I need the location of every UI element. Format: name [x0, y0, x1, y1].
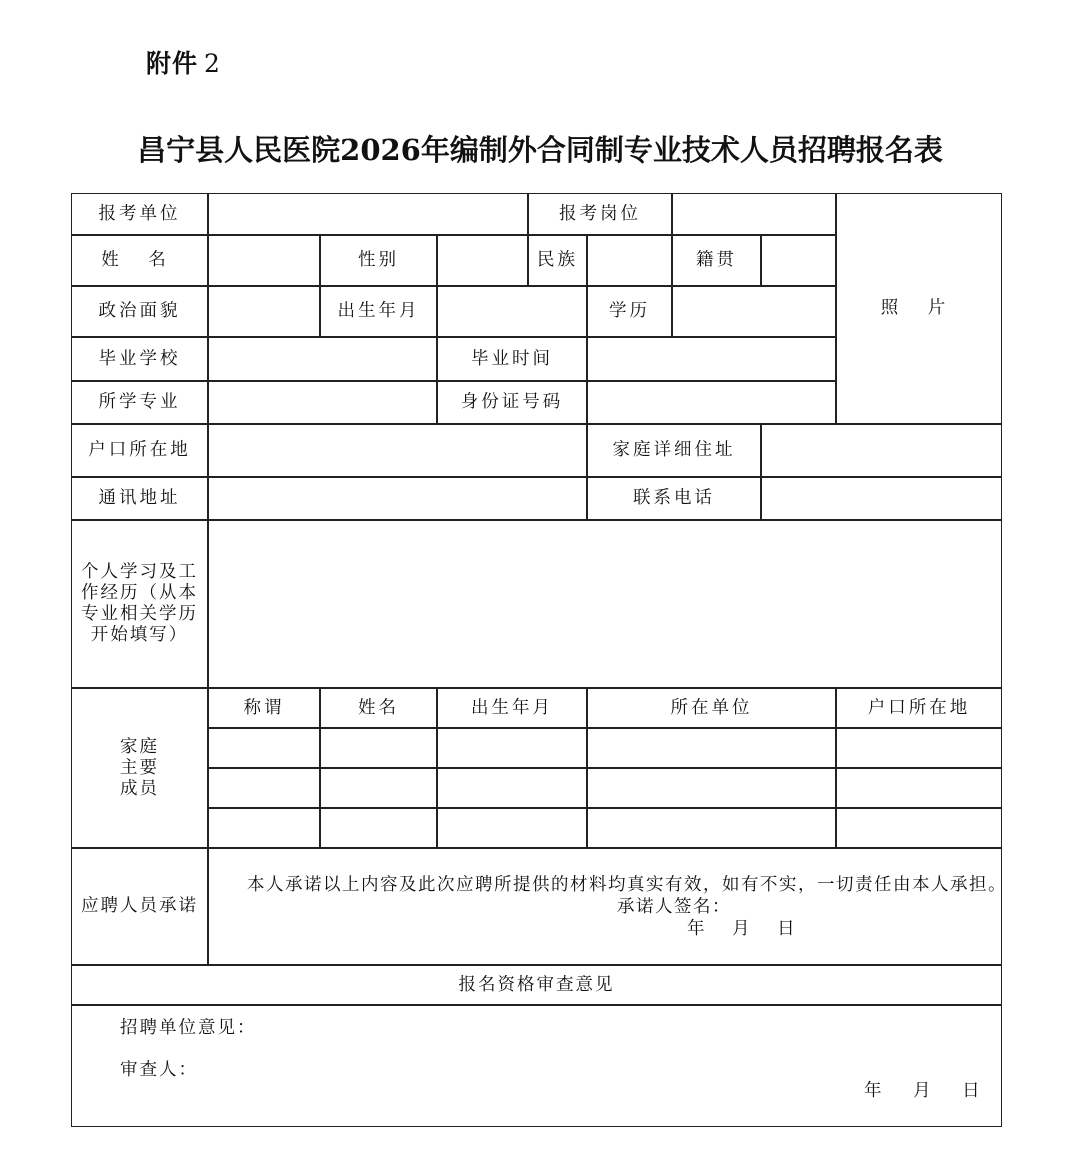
label-political-status: 政治面貌 [71, 286, 208, 337]
commitment-date: 年 月 日 [687, 919, 796, 939]
family-row-3-name[interactable] [320, 808, 437, 848]
input-major[interactable] [208, 381, 437, 424]
attachment-number: 2 [204, 49, 221, 78]
input-education[interactable] [672, 286, 836, 337]
family-row-1-workplace[interactable] [587, 728, 836, 768]
input-apply-unit[interactable] [208, 193, 528, 235]
input-hukou-location[interactable] [208, 424, 587, 477]
unit-opinion-label: 招聘单位意见： [120, 1018, 257, 1038]
label-birth-date: 出生年月 [320, 286, 437, 337]
attachment-label: 附件 2 [146, 49, 221, 78]
label-major: 所学专业 [71, 381, 208, 424]
label-id-number: 身份证号码 [437, 381, 587, 424]
family-header-birth-date: 出生年月 [437, 688, 587, 728]
family-header-name: 姓名 [320, 688, 437, 728]
label-name: 姓 名 [71, 235, 208, 286]
label-apply-post: 报考岗位 [528, 193, 672, 235]
label-mailing-address: 通讯地址 [71, 477, 208, 520]
label-graduation-time: 毕业时间 [437, 337, 587, 381]
input-gender[interactable] [437, 235, 528, 286]
label-family-members: 家庭 主要 成员 [71, 688, 208, 848]
label-experience: 个人学习及工作经历（从本专业相关学历开始填写） [71, 520, 208, 688]
review-box[interactable] [71, 1005, 1002, 1127]
family-row-2-relation[interactable] [208, 768, 320, 808]
input-graduate-school[interactable] [208, 337, 437, 381]
input-id-number[interactable] [587, 381, 836, 424]
form-title: 昌宁县人民医院2026年编制外合同制专业技术人员招聘报名表 [137, 133, 943, 167]
label-home-address: 家庭详细住址 [587, 424, 761, 477]
family-row-1-name[interactable] [320, 728, 437, 768]
family-row-2-hukou[interactable] [836, 768, 1002, 808]
family-header-workplace: 所在单位 [587, 688, 836, 728]
label-native-place: 籍贯 [672, 235, 761, 286]
review-header: 报名资格审查意见 [71, 965, 1002, 1005]
family-row-3-birth-date[interactable] [437, 808, 587, 848]
label-graduate-school: 毕业学校 [71, 337, 208, 381]
registration-form-table [71, 193, 1007, 1127]
family-row-3-workplace[interactable] [587, 808, 836, 848]
label-gender: 性别 [320, 235, 437, 286]
family-header-hukou: 户口所在地 [836, 688, 1002, 728]
family-row-2-workplace[interactable] [587, 768, 836, 808]
family-header-relation: 称谓 [208, 688, 320, 728]
label-commitment: 应聘人员承诺 [71, 848, 208, 965]
label-hukou-location: 户口所在地 [71, 424, 208, 477]
family-row-2-name[interactable] [320, 768, 437, 808]
family-row-1-relation[interactable] [208, 728, 320, 768]
input-apply-post[interactable] [672, 193, 836, 235]
label-apply-unit: 报考单位 [71, 193, 208, 235]
input-ethnicity[interactable] [587, 235, 672, 286]
input-phone[interactable] [761, 477, 1002, 520]
commitment-box [208, 848, 1007, 965]
label-ethnicity: 民族 [528, 235, 587, 286]
family-row-3-relation[interactable] [208, 808, 320, 848]
input-graduation-time[interactable] [587, 337, 836, 381]
label-phone: 联系电话 [587, 477, 761, 520]
label-education: 学历 [587, 286, 672, 337]
photo-box[interactable]: 照 片 [836, 193, 1002, 424]
commitment-statement: 本人承诺以上内容及此次应聘所提供的材料均真实有效，如有不实，一切责任由本人承担。 [247, 875, 1007, 895]
family-row-3-hukou[interactable] [836, 808, 1002, 848]
reviewer-label: 审查人： [120, 1060, 198, 1080]
input-name[interactable] [208, 235, 320, 286]
family-row-1-hukou[interactable] [836, 728, 1002, 768]
input-birth-date[interactable] [437, 286, 587, 337]
family-row-1-birth-date[interactable] [437, 728, 587, 768]
review-date: 年 月 日 [864, 1081, 981, 1101]
family-row-2-birth-date[interactable] [437, 768, 587, 808]
input-experience[interactable] [208, 520, 1002, 688]
input-home-address[interactable] [761, 424, 1002, 477]
input-mailing-address[interactable] [208, 477, 587, 520]
commitment-signature-label: 承诺人签名： [617, 897, 731, 917]
input-political-status[interactable] [208, 286, 320, 337]
input-native-place[interactable] [761, 235, 836, 286]
